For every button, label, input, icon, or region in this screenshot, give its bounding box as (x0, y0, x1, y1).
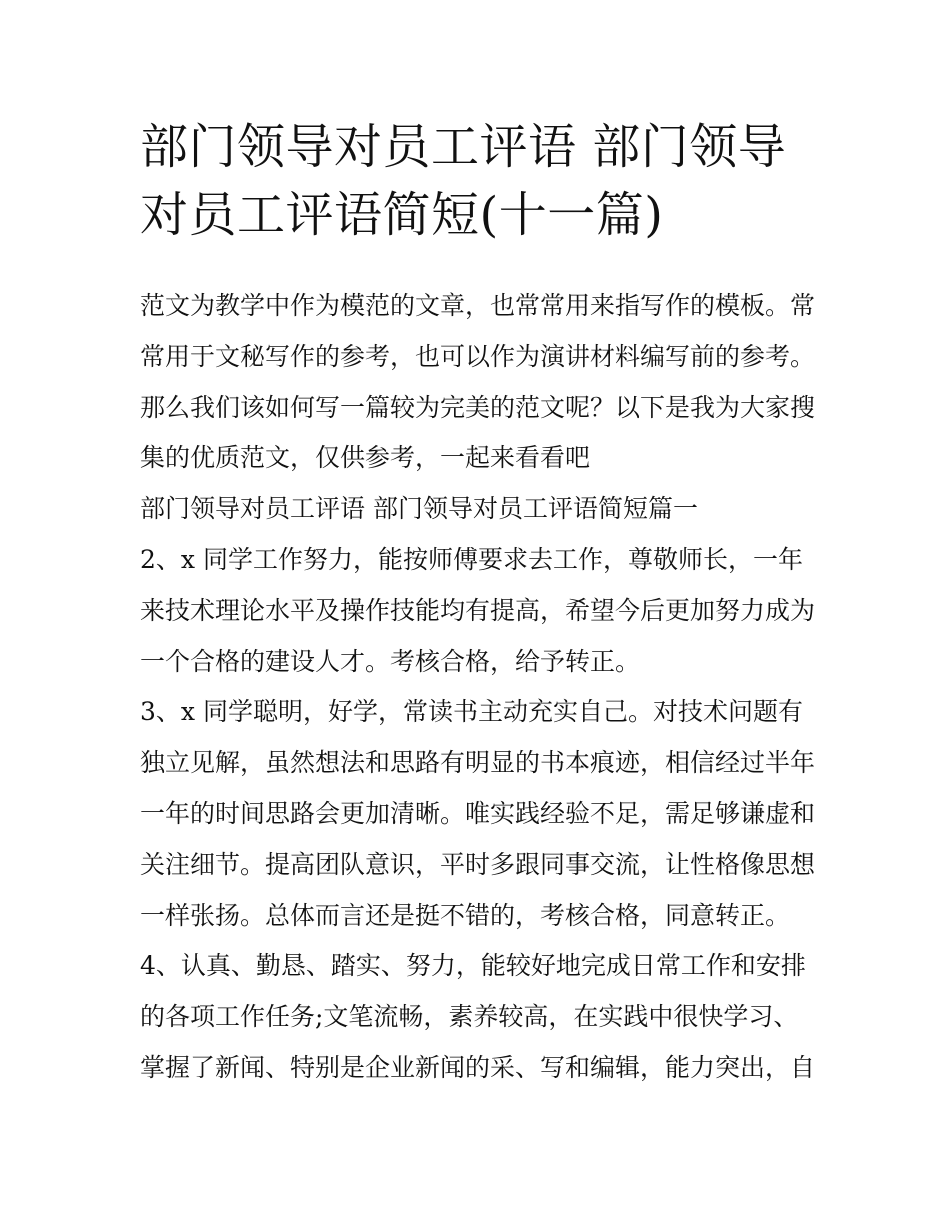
body-line: 的各项工作任务;文笔流畅，素养较高，在实践中很快学习、 (140, 1002, 799, 1032)
body-line: 关注细节。提高团队意识，平时多跟同事交流，让性格像思想 (140, 849, 816, 879)
body-line: 独立见解，虽然想法和思路有明显的书本痕迹，相信经过半年 (140, 748, 816, 778)
body-line: 掌握了新闻、特别是企业新闻的采、写和编辑，能力突出，自 (140, 1052, 816, 1082)
body-line: 2、x 同学工作努力，能按师傅要求去工作，尊敬师长，一年 (140, 544, 803, 574)
title-line: 部门领导对员工评语 部门领导 (140, 119, 787, 175)
document-title (140, 113, 820, 249)
body-line: 来技术理论水平及操作技能均有提高，希望今后更加努力成为 (140, 595, 816, 625)
title-line: 对员工评语简短(十一篇) (140, 187, 664, 243)
document-body (140, 281, 820, 1094)
body-line: 范文为教学中作为模范的文章，也常常用来指写作的模板。常 (140, 291, 816, 320)
body-line: 常用于文秘写作的参考，也可以作为演讲材料编写前的参考。 (140, 341, 816, 371)
body-line: 一样张扬。总体而言还是挺不错的，考核合格，同意转正。 (140, 900, 791, 930)
body-line: 一个合格的建设人才。考核合格，给予转正。 (140, 646, 641, 676)
body-line: 那么我们该如何写一篇较为完美的范文呢？以下是我为大家搜 (140, 392, 816, 422)
body-line: 4、认真、勤恳、踏实、努力，能较好地完成日常工作和安排 (140, 951, 806, 981)
body-line: 一年的时间思路会更加清晰。唯实践经验不足，需足够谦虚和 (140, 798, 816, 828)
body-line: 集的优质范文，仅供参考，一起来看看吧 (140, 443, 591, 473)
body-line: 3、x 同学聪明，好学，常读书主动充实自己。对技术问题有 (140, 697, 803, 727)
section-heading: 部门领导对员工评语 部门领导对员工评语简短篇一 (140, 494, 698, 524)
